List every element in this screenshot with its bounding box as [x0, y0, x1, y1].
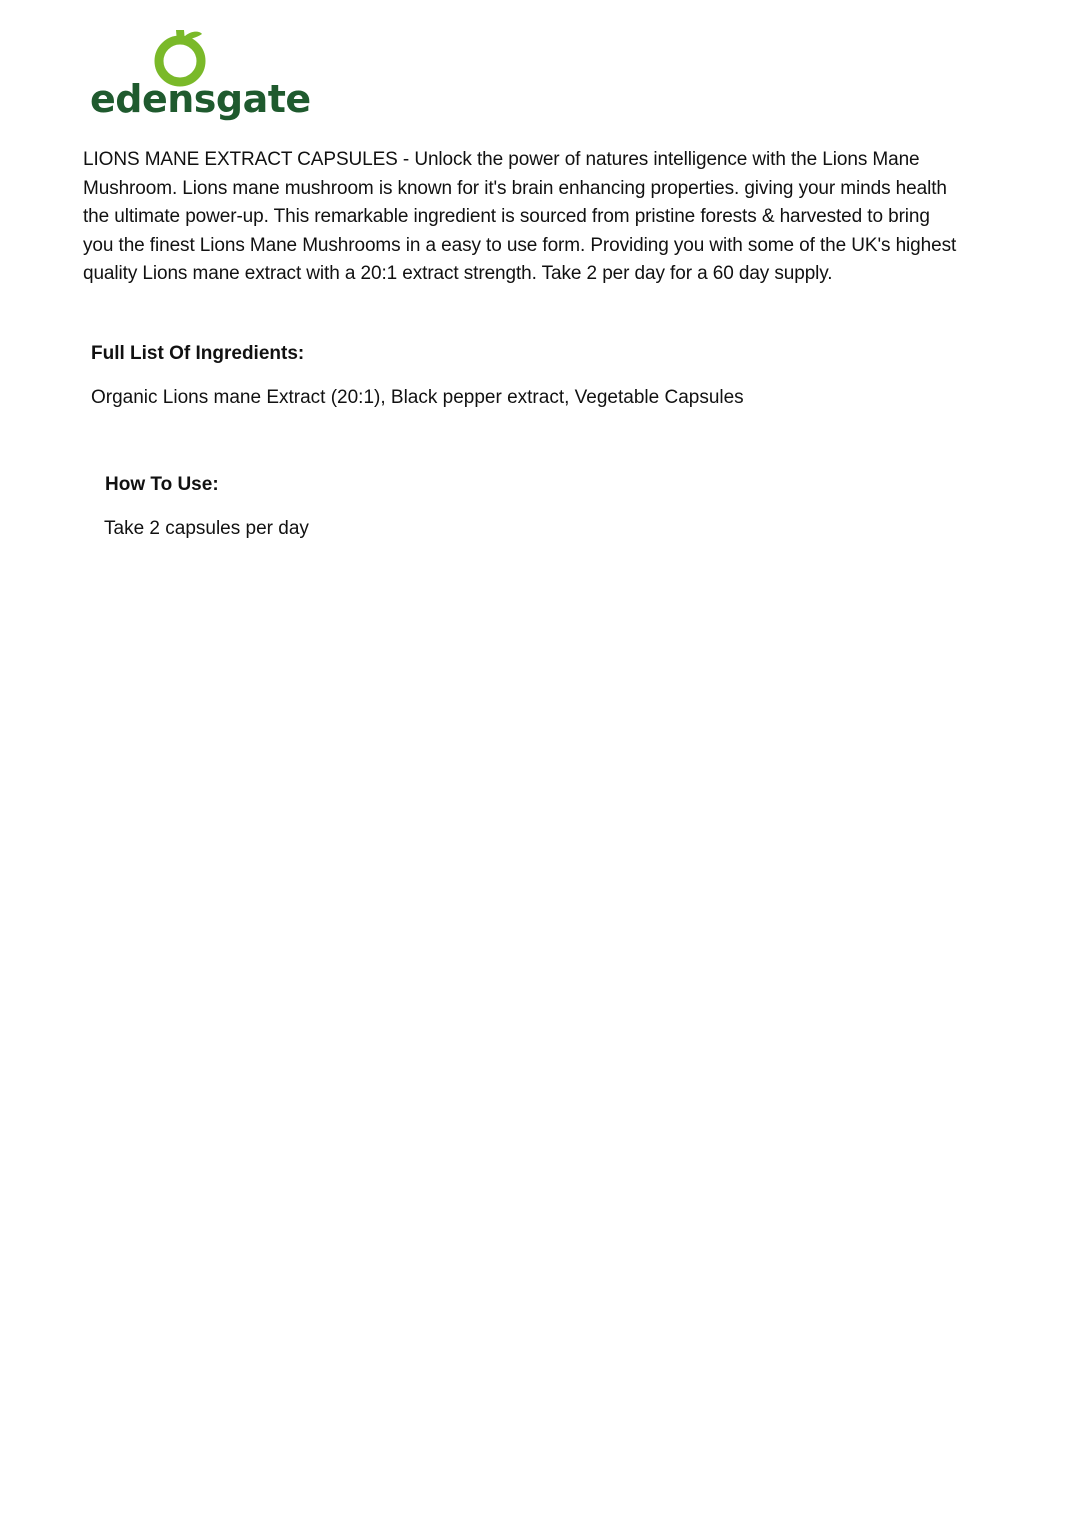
how-to-use-text: Take 2 capsules per day [104, 518, 309, 539]
ingredients-list: Organic Lions mane Extract (20:1), Black pepper extract, Vegetable Capsules [91, 387, 744, 408]
how-to-use-heading: How To Use: [105, 474, 219, 495]
ingredients-heading: Full List Of Ingredients: [91, 343, 305, 364]
edensgate-logo [88, 28, 311, 128]
product-description: LIONS MANE EXTRACT CAPSULES - Unlock the power of natures intelligence with the Lions Mane Mushroom. Lions mane mushroom is known for it's brain enhancing properties. giving your minds health the ultimate power-up. This remarkable ingredient is sourced from pristine forests & harvested to bring you the finest Lions Mane Mushrooms in a easy to use form. Providing you with some of the UK's highest quality Lions mane extract with a 20:1 extract strength. Take 2 per day for a 60 day supply. [83, 149, 957, 285]
logo-wordmark: edensgate [90, 77, 311, 121]
